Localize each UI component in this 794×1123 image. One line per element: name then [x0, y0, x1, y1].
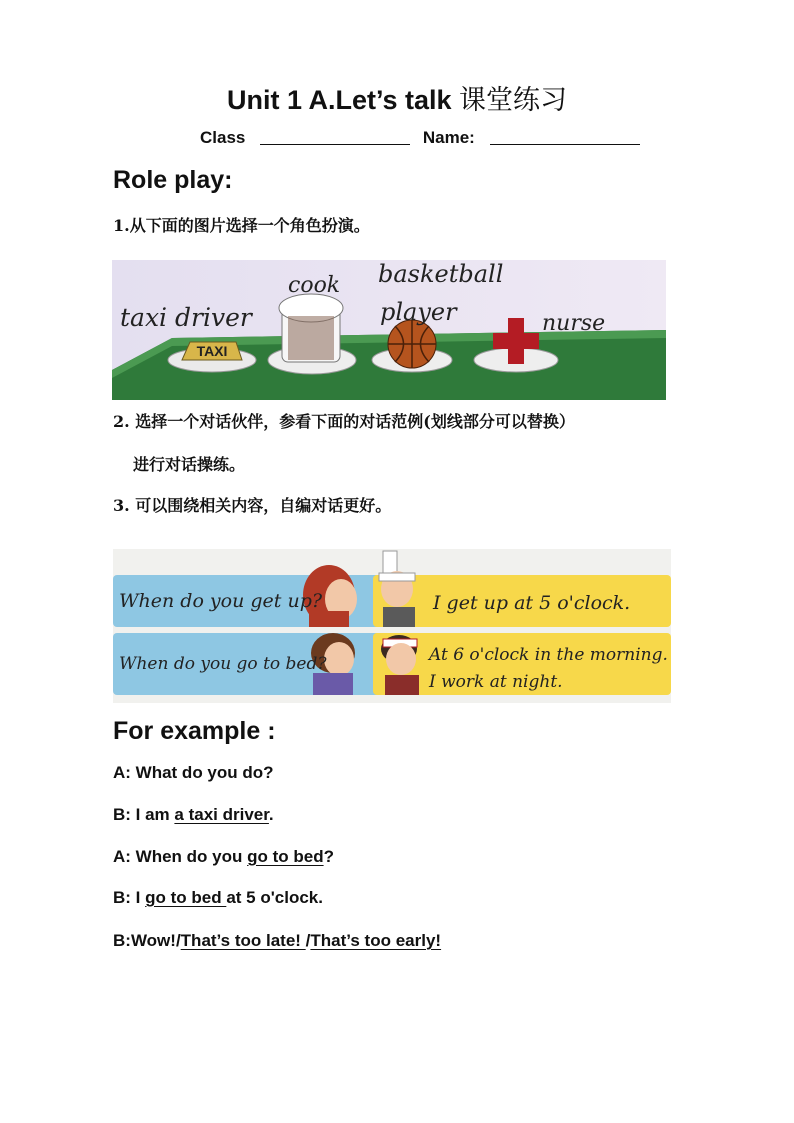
example-line-5 [113, 931, 441, 951]
step-3: 3. 可以围绕相关内容，自编对话更好。 [113, 496, 392, 515]
answer-2-line-2: I work at night. [429, 672, 563, 692]
example-line-1 [113, 763, 274, 783]
class-label: Class [200, 128, 246, 147]
line-5-mid: / [305, 931, 311, 950]
label-basketball: basketball [378, 260, 504, 288]
label-cook: cook [288, 273, 341, 298]
class-blank[interactable] [260, 128, 410, 145]
name-blank[interactable] [490, 128, 640, 145]
line-2-post: . [268, 805, 274, 824]
line-5-underlined-2: That’s too early! [310, 931, 442, 950]
step-1: 1.从下面的图片选择一个角色扮演。 [113, 216, 370, 235]
page-title [0, 78, 794, 117]
role-play-heading: Role play: [113, 166, 233, 194]
line-4-post: at 5 o'clock. [226, 888, 323, 907]
line-1-text: A: What do you do? [113, 763, 274, 782]
line-3-pre: A: When do you [113, 847, 248, 866]
question-2: When do you go to bed? [119, 654, 327, 674]
line-3-underlined: go to bed [247, 847, 324, 866]
line-5-underlined-1: That’s too late! [180, 931, 306, 950]
line-2-underlined: a taxi driver [174, 805, 269, 824]
class-name-line [200, 128, 648, 148]
dialogue-picture [113, 549, 671, 703]
line-4-underlined: go to bed [145, 888, 227, 907]
label-taxi-driver: taxi driver [120, 303, 252, 332]
title-english: Unit 1 A.Let’s talk [226, 85, 452, 115]
answer-1: I get up at 5 o'clock. [433, 592, 631, 614]
line-4-pre: B: I [113, 888, 146, 907]
answer-2-line-1: At 6 o'clock in the morning. [429, 645, 668, 665]
label-player: player [380, 298, 457, 326]
title-chinese: 课堂练习 [459, 85, 568, 116]
example-line-2 [113, 805, 274, 825]
taxi-sign-text: TAXI [196, 343, 228, 359]
step-2-line-2: 进行对话操练。 [133, 455, 246, 474]
name-label: Name: [422, 128, 475, 147]
example-line-3 [113, 847, 334, 867]
step-2-line-1: 2. 选择一个对话伙伴，参看下面的对话范例(划线部分可以替换） [113, 412, 575, 431]
jobs-picture [112, 260, 666, 400]
label-nurse: nurse [542, 311, 606, 336]
question-1: When do you get up? [119, 590, 323, 612]
line-3-post: ? [323, 847, 334, 866]
line-5-pre: B:Wow!/ [113, 931, 181, 950]
line-2-pre: B: I am [113, 805, 175, 824]
example-line-4 [113, 888, 323, 908]
example-heading: For example : [113, 717, 276, 745]
